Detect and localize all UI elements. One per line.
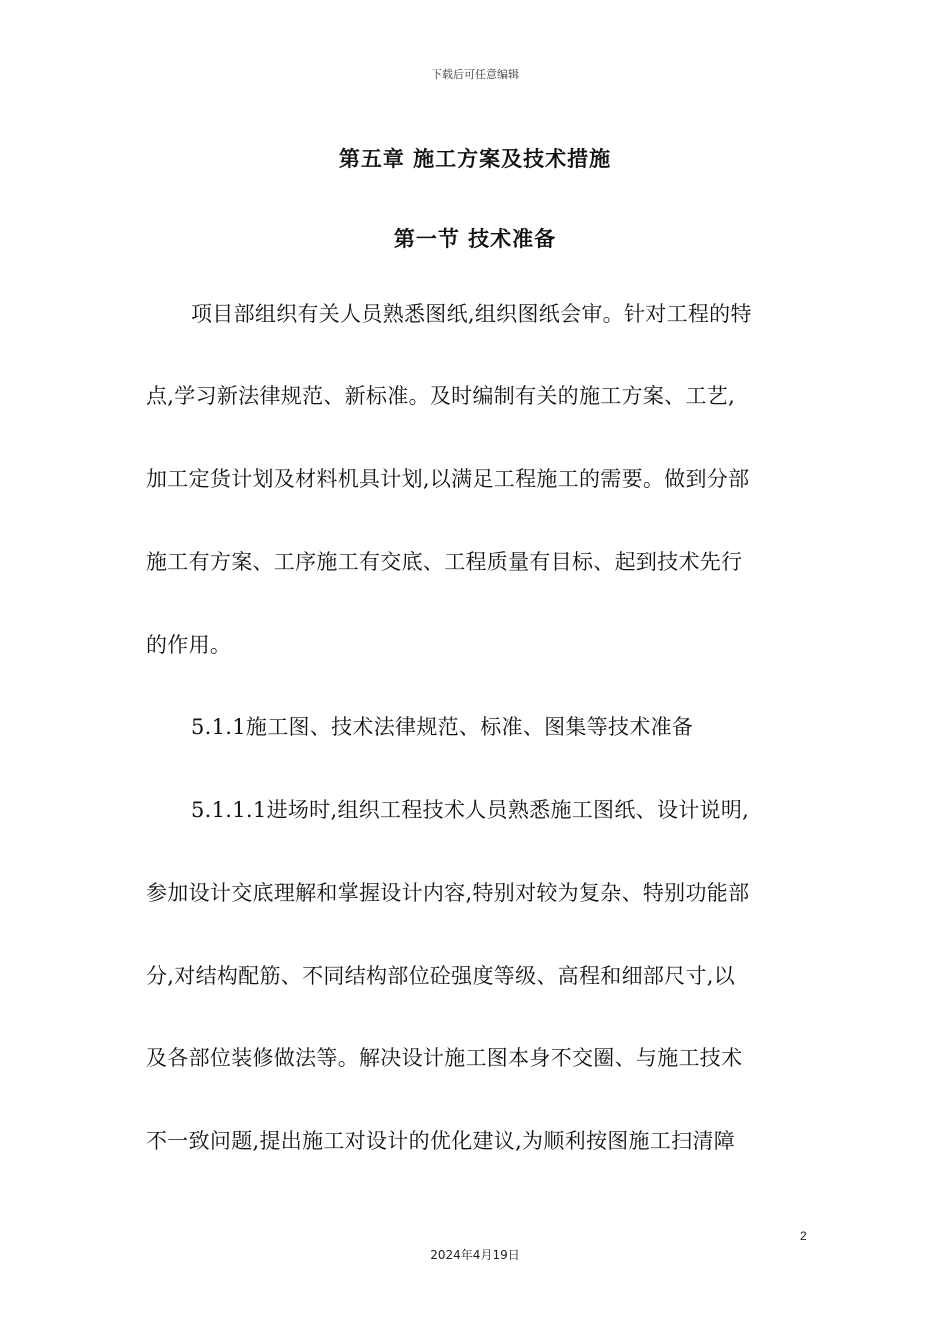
body-line: 施工有方案、工序施工有交底、工程质量有目标、起到技术先行: [146, 550, 743, 574]
body-line: 及各部位装修做法等。解决设计施工图本身不交圈、与施工技术: [146, 1046, 743, 1070]
footer-date: 2024年4月19日: [430, 1248, 520, 1262]
chapter-title: 第五章 施工方案及技术措施: [338, 146, 612, 171]
body-line: 项目部组织有关人员熟悉图纸,组织图纸会审。针对工程的特: [191, 302, 752, 326]
body-line: 的作用。: [146, 633, 232, 657]
body-line: 加工定货计划及材料机具计划,以满足工程施工的需要。做到分部: [146, 467, 750, 491]
section-title: 第一节 技术准备: [393, 226, 557, 251]
body-line: 不一致问题,提出施工对设计的优化建议,为顺利按图施工扫清障: [146, 1129, 736, 1153]
body-line: 分,对结构配筋、不同结构部位砼强度等级、高程和细部尺寸,以: [146, 964, 736, 988]
subsection-heading: 5.1.1施工图、技术法律规范、标准、图集等技术准备: [191, 715, 694, 739]
header-note: 下载后可任意编辑: [431, 68, 519, 81]
body-line: 点,学习新法律规范、新标准。及时编制有关的施工方案、工艺,: [146, 384, 736, 408]
body-line: 5.1.1.1进场时,组织工程技术人员熟悉施工图纸、设计说明,: [191, 798, 750, 822]
body-line: 参加设计交底理解和掌握设计内容,特别对较为复杂、特别功能部: [146, 881, 750, 905]
page-number: 2: [800, 1229, 807, 1243]
